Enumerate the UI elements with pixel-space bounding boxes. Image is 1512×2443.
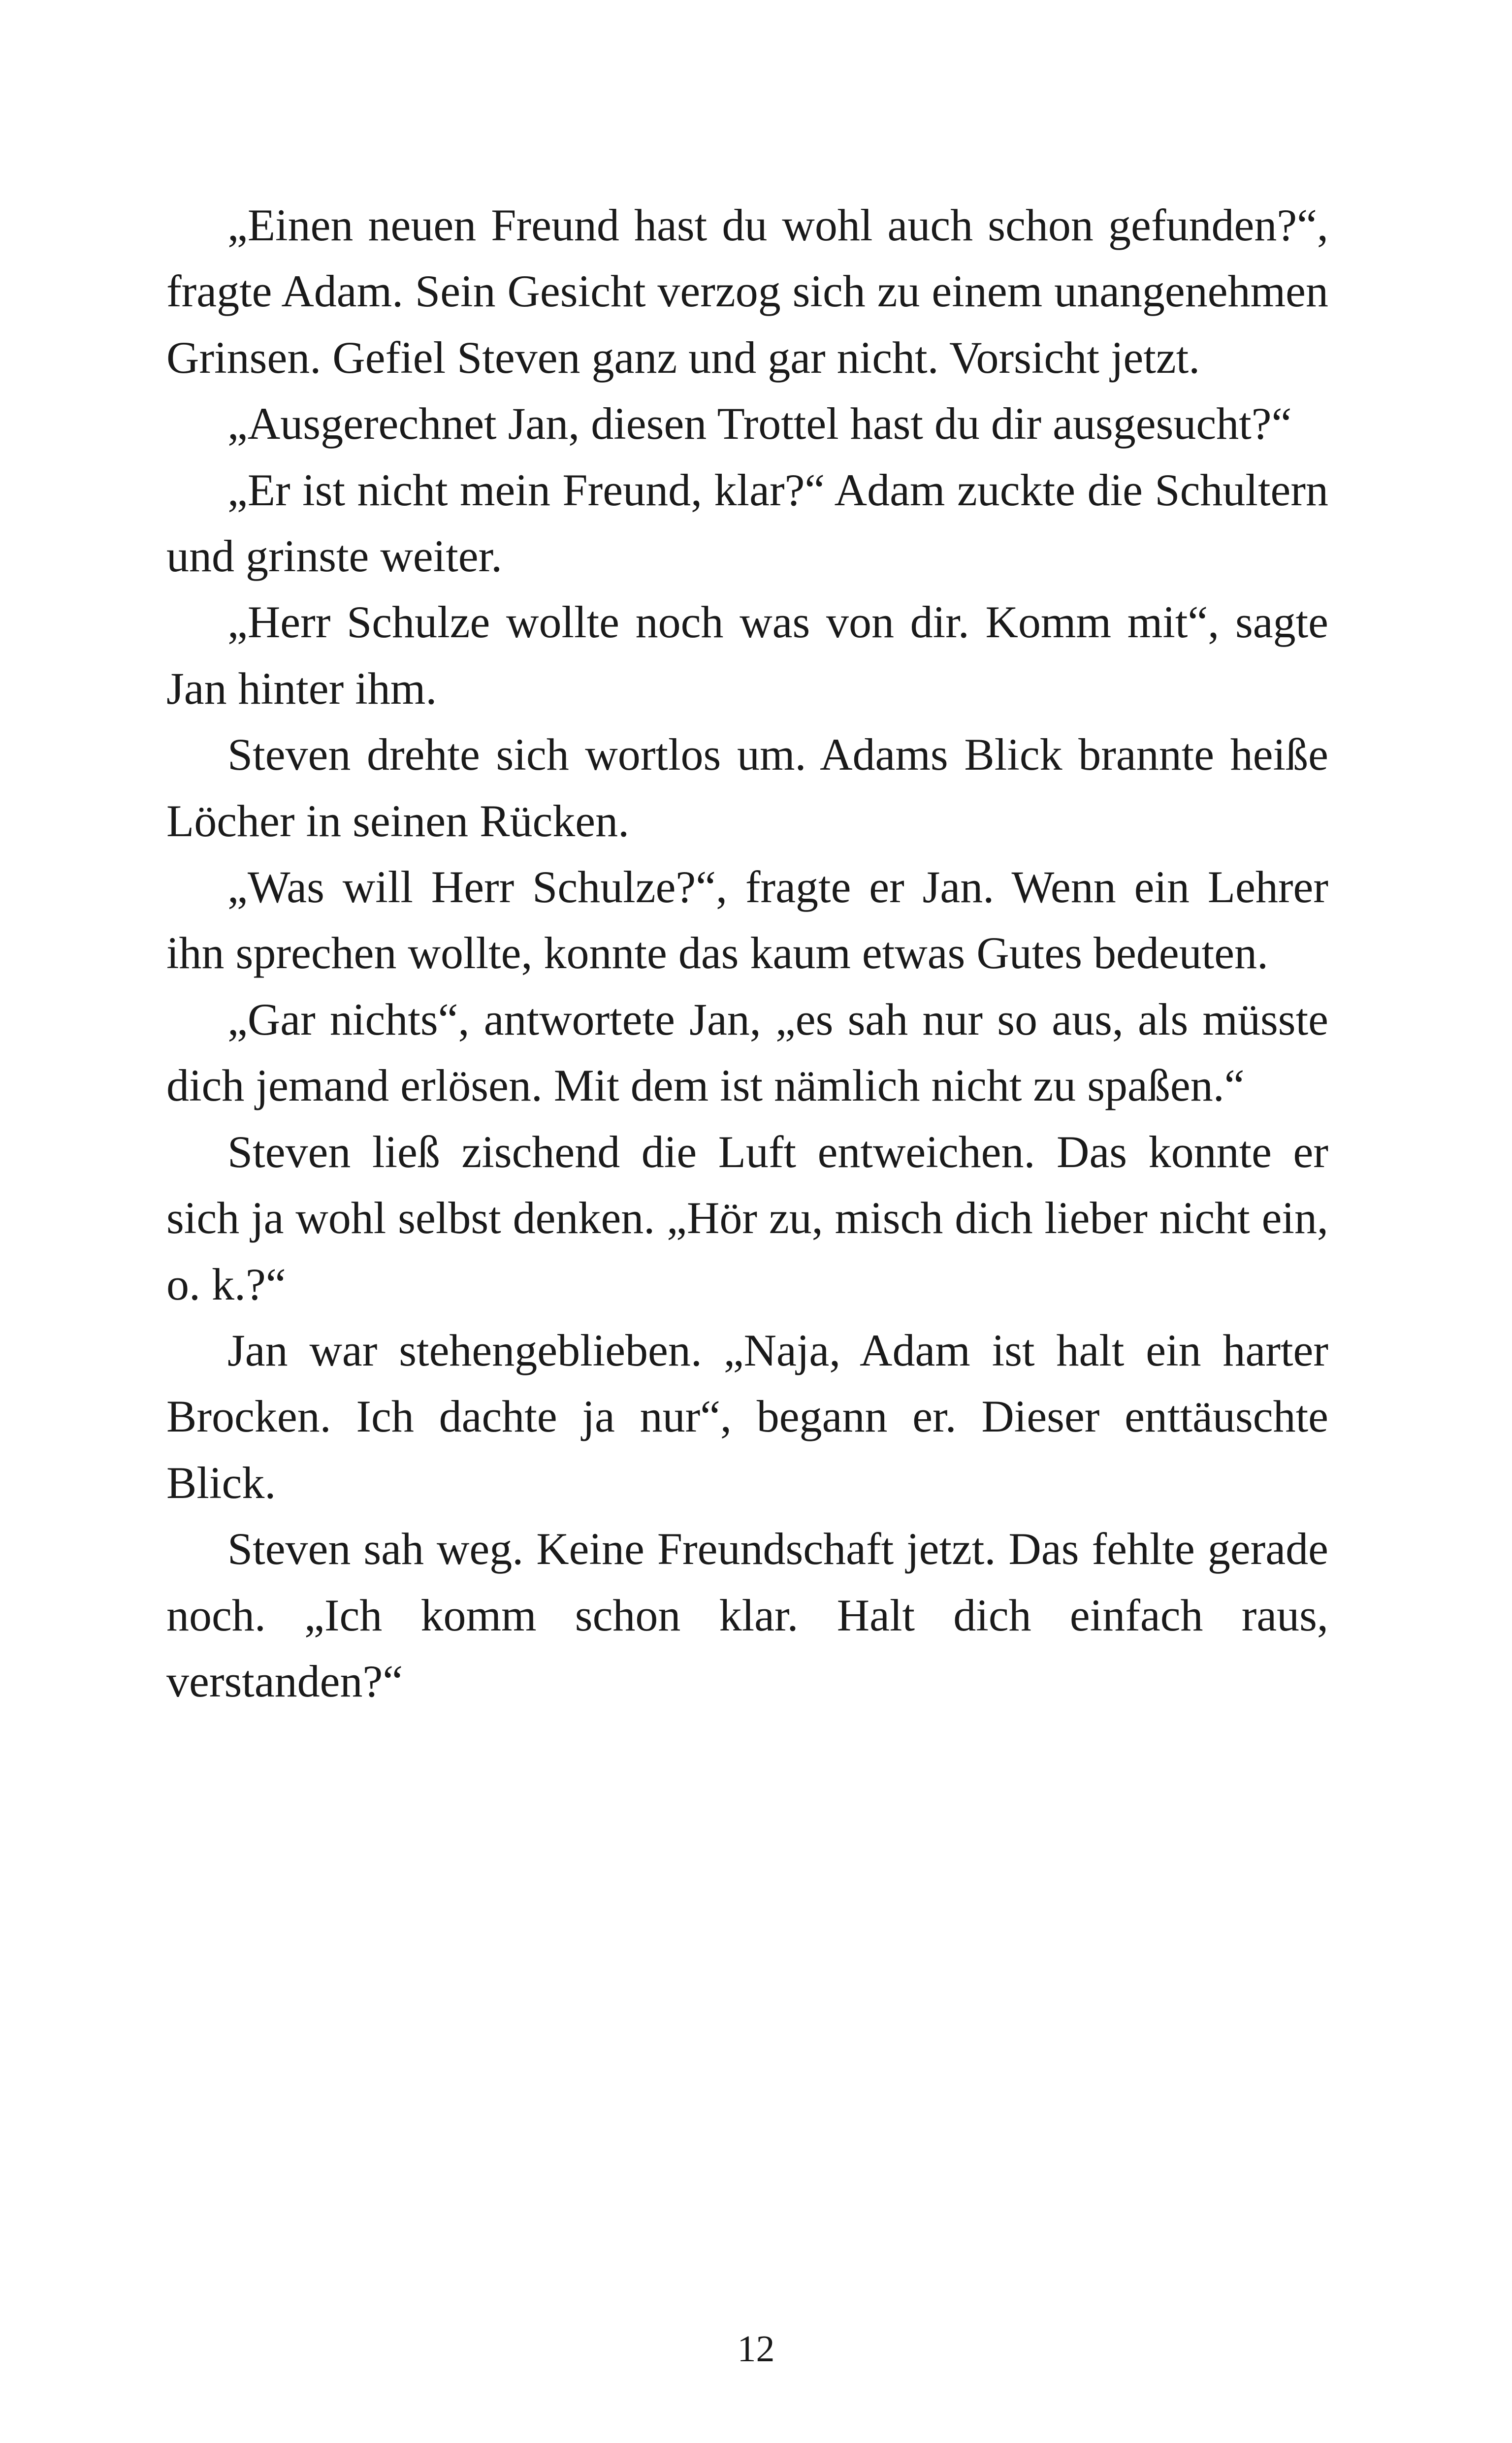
paragraph-1: „Einen neuen Freund hast du wohl auch schon gefunden?“, fragte Adam. Sein Gesicht verzog sich zu einem unangenehmen Grinsen. Gefiel Steven ganz und gar nicht. Vorsicht jetzt. — [166, 200, 1328, 383]
paragraph-8: Steven ließ zischend die Luft entweichen. Das konnte er sich ja wohl selbst denken. „Hör zu, misch dich lieber nicht ein, o. k.?“ — [166, 1126, 1328, 1309]
body-text — [166, 192, 1328, 1714]
paragraph-4: „Herr Schulze wollte noch was von dir. Komm mit“, sagte Jan hinter ihm. — [166, 597, 1328, 714]
paragraph-3: „Er ist nicht mein Freund, klar?“ Adam zuckte die Schultern und grinste weiter. — [166, 464, 1328, 582]
paragraph-10: Steven sah weg. Keine Freundschaft jetzt. Das fehlte gerade noch. „Ich komm schon klar. Halt dich einfach raus, verstanden?“ — [166, 1524, 1328, 1706]
paragraph-7: „Gar nichts“, antwortete Jan, „es sah nur so aus, als müsste dich jemand erlösen. Mit dem ist nämlich nicht zu spaßen.“ — [166, 994, 1328, 1111]
page-number: 12 — [737, 2328, 775, 2370]
paragraph-2: „Ausgerechnet Jan, diesen Trottel hast du dir ausgesucht?“ — [227, 398, 1292, 449]
paragraph-5: Steven drehte sich wortlos um. Adams Blick brannte heiße Löcher in seinen Rücken. — [166, 729, 1328, 846]
paragraph-9: Jan war stehengeblieben. „Naja, Adam ist halt ein harter Brocken. Ich dachte ja nur“, begann er. Dieser enttäuschte Blick. — [166, 1325, 1328, 1508]
paragraph-6: „Was will Herr Schulze?“, fragte er Jan. Wenn ein Lehrer ihn sprechen wollte, konnte das kaum etwas Gutes bedeuten. — [166, 862, 1328, 978]
